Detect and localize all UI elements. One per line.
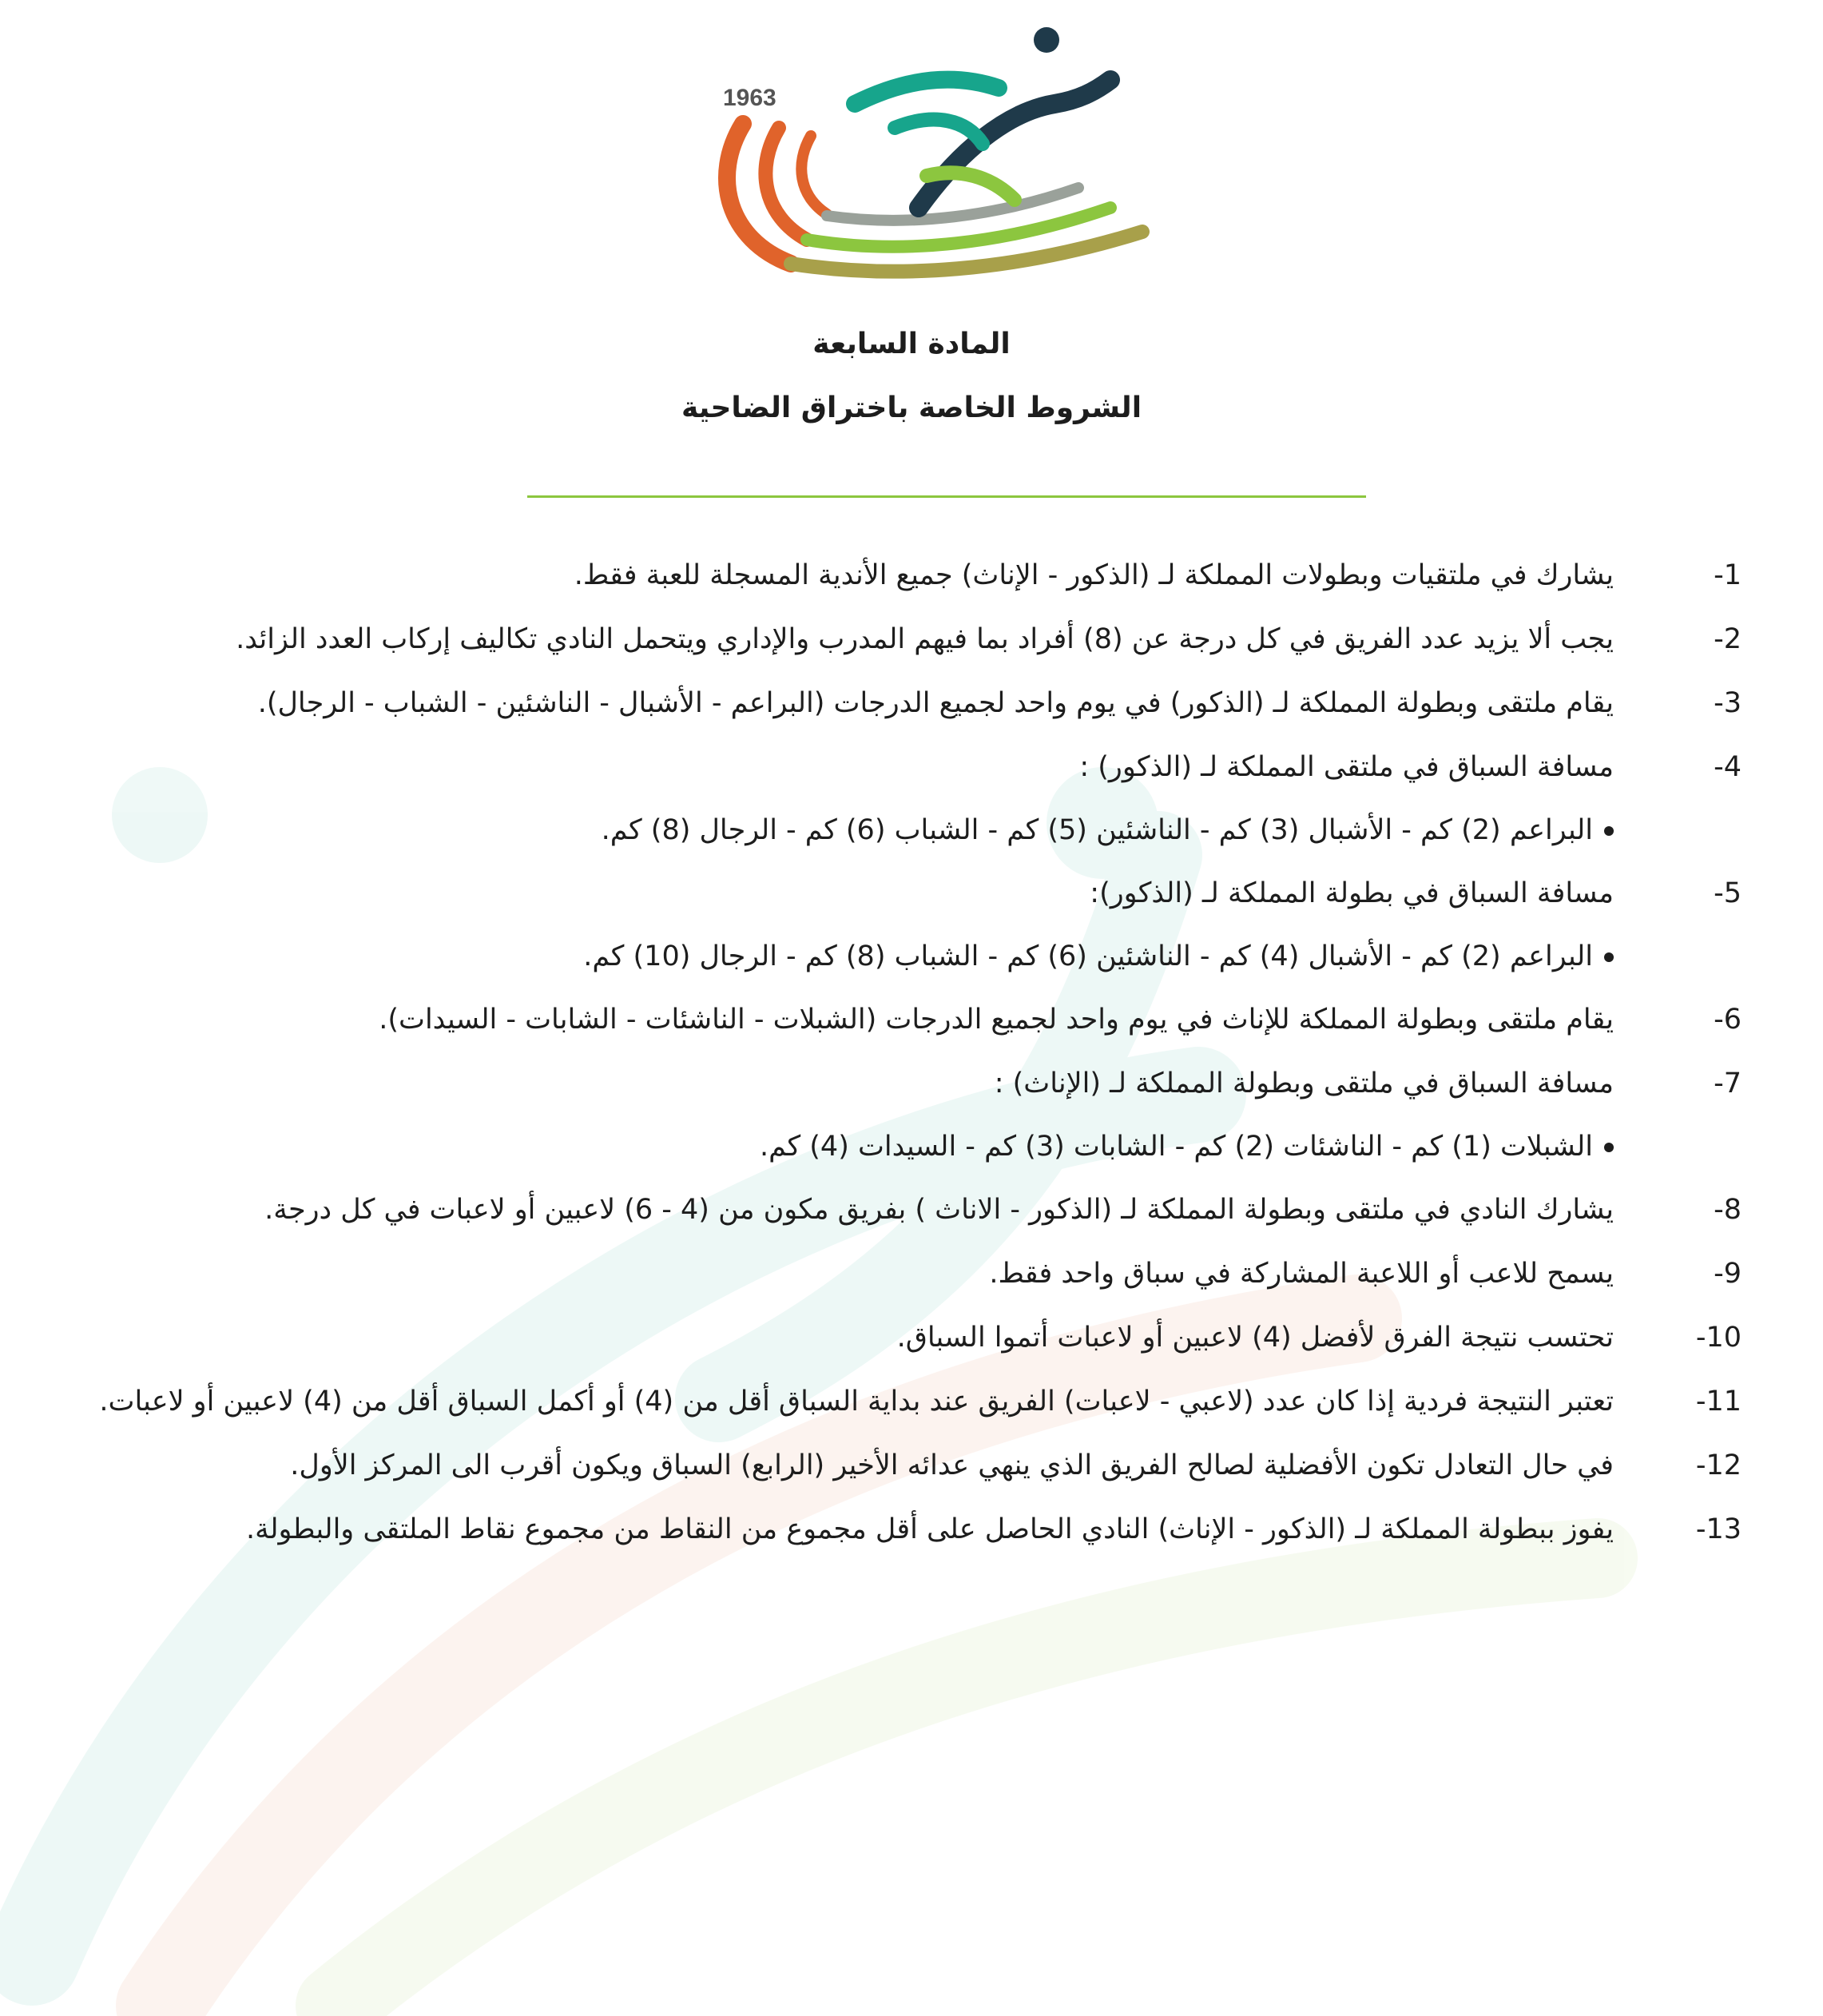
- rule-number: 5-: [1714, 877, 1742, 909]
- rule-text: يشارك في ملتقيات وبطولات المملكة لـ (الذكور - الإناث) جميع الأندية المسجلة للعبة فقط.: [574, 559, 1614, 591]
- rule-number: 12-: [1695, 1449, 1742, 1481]
- rule-text: يجب ألا يزيد عدد الفريق في كل درجة عن (8) أفراد بما فيهم المدرب والإداري ويتحمل النادي تكاليف إركاب العدد الزائد.: [236, 623, 1614, 655]
- rule-bullet: [80, 925, 1742, 988]
- rule-item: [80, 1242, 1742, 1306]
- logo-year: 1963: [723, 85, 776, 111]
- rule-number: 11-: [1695, 1386, 1742, 1418]
- rule-item: [80, 1433, 1742, 1497]
- rule-number: 4-: [1714, 751, 1742, 783]
- rule-number: 6-: [1714, 1004, 1742, 1036]
- rules-list: [80, 543, 1742, 1561]
- federation-logo: [695, 16, 1158, 296]
- rule-item: [80, 607, 1742, 671]
- article-title: المادة السابعة: [812, 328, 1011, 360]
- rule-number: 3-: [1714, 687, 1742, 719]
- rule-item: [80, 1497, 1742, 1561]
- rule-item: [80, 1178, 1742, 1242]
- rule-number: 1-: [1714, 559, 1742, 591]
- rule-text: تحتسب نتيجة الفرق لأفضل (4) لاعبين أو لاعبات أتموا السباق.: [896, 1322, 1614, 1354]
- rule-number: 13-: [1695, 1513, 1742, 1545]
- rule-text: يقام ملتقى وبطولة المملكة للإناث في يوم واحد لجميع الدرجات (الشبلات - الناشئات - الشابات - السيدات).: [379, 1004, 1614, 1036]
- rule-text: يقام ملتقى وبطولة المملكة لـ (الذكور) في يوم واحد لجميع الدرجات (البراعم - الأشبال - الناشئين - الشباب - الرجال).: [257, 687, 1614, 719]
- rule-number: 9-: [1714, 1258, 1742, 1290]
- rule-text: يسمح للاعب أو اللاعبة المشاركة في سباق واحد فقط.: [989, 1258, 1614, 1290]
- bullet-text: البراعم (2) كم - الأشبال (3) كم - الناشئين (5) كم - الشباب (6) كم - الرجال (8) كم.: [601, 814, 1593, 846]
- rule-item: [80, 543, 1742, 607]
- bullet-icon: [1604, 1143, 1614, 1152]
- bullet-text: البراعم (2) كم - الأشبال (4) كم - الناشئين (6) كم - الشباب (8) كم - الرجال (10) كم.: [583, 940, 1593, 972]
- rule-text: مسافة السباق في بطولة المملكة لـ (الذكور):: [1090, 877, 1614, 909]
- bullet-text: الشبلات (1) كم - الناشئات (2) كم - الشابات (3) كم - السيدات (4) كم.: [760, 1131, 1593, 1163]
- bullet-icon: [1604, 952, 1614, 962]
- rule-bullet: [80, 799, 1742, 861]
- rule-text: يفوز ببطولة المملكة لـ (الذكور - الإناث) النادي الحاصل على أقل مجموع من النقاط من مجموع نقاط الملتقى والبطولة.: [246, 1513, 1614, 1545]
- rule-item: [80, 735, 1742, 799]
- rule-number: 10-: [1695, 1322, 1742, 1354]
- rule-number: 2-: [1714, 623, 1742, 655]
- rule-text: مسافة السباق في ملتقى وبطولة المملكة لـ (الإناث) :: [994, 1068, 1614, 1099]
- rule-item: [80, 988, 1742, 1052]
- rule-number: 8-: [1714, 1194, 1742, 1226]
- title-divider: [527, 495, 1366, 498]
- rule-text: في حال التعادل تكون الأفضلية لصالح الفريق الذي ينهي عدائه الأخير (الرابع) السباق ويكون أقرب الى المركز الأول.: [290, 1449, 1614, 1481]
- rule-item: [80, 861, 1742, 925]
- rule-bullet: [80, 1115, 1742, 1178]
- rule-item: [80, 1052, 1742, 1115]
- rule-text: يشارك النادي في ملتقى وبطولة المملكة لـ (الذكور - الاناث ) بفريق مكون من (4 - 6) لاعبين أو لاعبات في كل درجة.: [264, 1194, 1614, 1226]
- rule-item: [80, 1306, 1742, 1370]
- rule-text: تعتبر النتيجة فردية إذا كان عدد (لاعبي - لاعبات) الفريق عند بداية السباق أقل من (4) أو أكمل السباق أقل من (4) لاعبين أو لاعبات.: [99, 1386, 1614, 1418]
- rule-item: [80, 1370, 1742, 1433]
- rule-number: 7-: [1714, 1068, 1742, 1099]
- bullet-icon: [1604, 826, 1614, 836]
- rule-item: [80, 671, 1742, 735]
- rule-text: مسافة السباق في ملتقى المملكة لـ (الذكور) :: [1079, 751, 1614, 783]
- article-subtitle: الشروط الخاصة باختراق الضاحية: [681, 392, 1142, 424]
